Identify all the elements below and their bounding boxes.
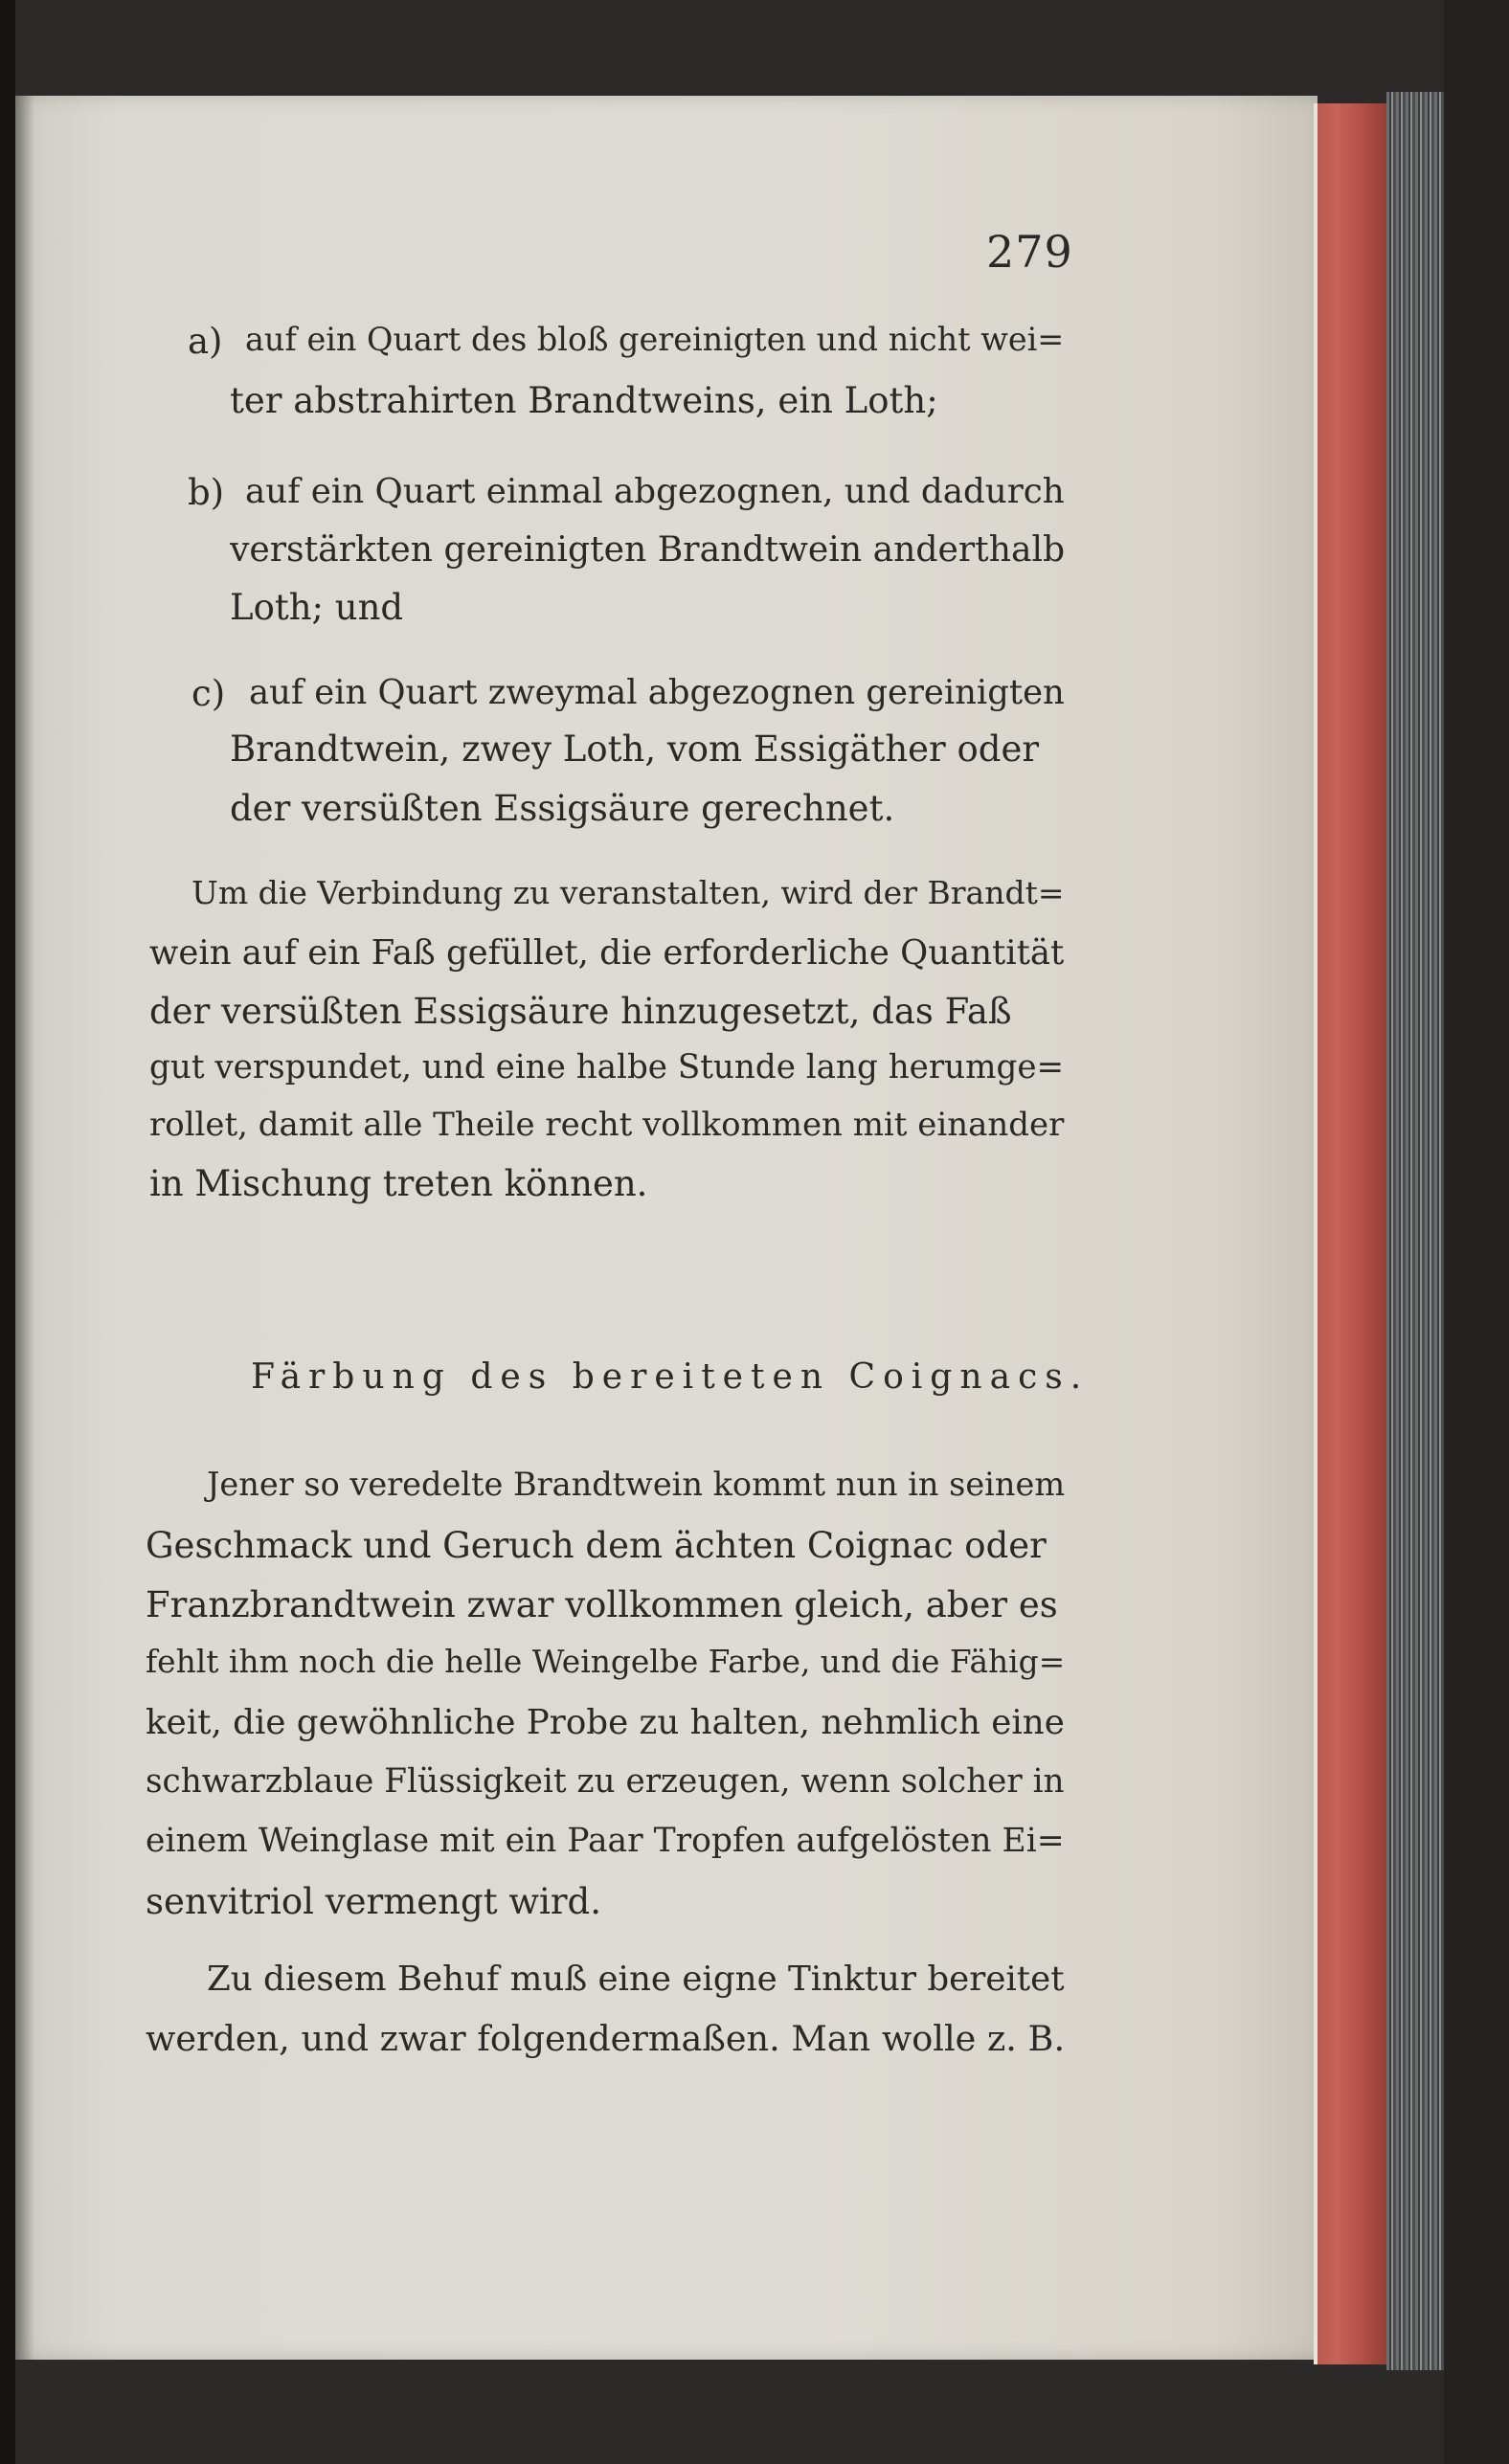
paragraph-2-line-4: fehlt ihm noch die helle Weingelbe Farbe, und die Fähig= xyxy=(146,1644,1066,1680)
list-b-line-2: verstärkten gereinigten Brandtwein anderthalb xyxy=(230,528,1066,570)
paragraph-3-line-2: werden, und zwar folgendermaßen. Man wolle z. B. xyxy=(146,2018,1066,2059)
list-c-line-2: Brandtwein, zwey Loth, vom Essigäther oder xyxy=(230,728,1040,770)
list-marker-c: c) xyxy=(191,673,226,714)
book-spine-shadow xyxy=(0,0,15,2464)
list-marker-a: a) xyxy=(188,321,223,362)
paragraph-1-line-2: wein auf ein Faß gefüllet, die erforderliche Quantität xyxy=(149,933,1065,973)
background-right xyxy=(1444,0,1509,2464)
list-c-line-3: der versüßten Essigsäure gerechnet. xyxy=(230,788,895,829)
page-edge-stack xyxy=(1386,92,1444,2370)
paragraph-2-line-2: Geschmack und Geruch dem ächten Coignac oder xyxy=(146,1525,1047,1566)
list-a-line-2: ter abstrahirten Brandtweins, ein Loth; xyxy=(230,380,938,421)
paragraph-2-line-3: Franzbrandtwein zwar vollkommen gleich, aber es xyxy=(146,1584,1058,1625)
section-heading: Färbung des bereiteten Coignacs. xyxy=(251,1356,1090,1397)
paragraph-2-line-1: Jener so veredelte Brandtwein kommt nun in seinem xyxy=(207,1466,1066,1503)
paragraph-1-line-4: gut verspundet, und eine halbe Stunde lang herumge= xyxy=(149,1048,1065,1086)
list-a-line-1: auf ein Quart des bloß gereinigten und nicht wei= xyxy=(245,321,1065,358)
list-b-line-3: Loth; und xyxy=(230,587,404,628)
paragraph-2-line-7: einem Weinglase mit ein Paar Tropfen aufgelösten Ei= xyxy=(146,1822,1065,1860)
page-number: 279 xyxy=(986,226,1073,278)
paragraph-1-line-1: Um die Verbindung zu veranstalten, wird der Brandt= xyxy=(191,874,1065,911)
paragraph-1-line-6: in Mischung treten können. xyxy=(149,1163,648,1204)
paragraph-3-line-1: Zu diesem Behuf muß eine eigne Tinktur bereitet xyxy=(207,1960,1065,1999)
list-c-line-1: auf ein Quart zweymal abgezognen gereinigten xyxy=(249,673,1065,712)
page-edge-red xyxy=(1314,103,1390,2364)
paragraph-2-line-5: keit, die gewöhnliche Probe zu halten, nehmlich eine xyxy=(146,1703,1065,1742)
paragraph-1-line-5: rollet, damit alle Theile recht vollkommen mit einander xyxy=(149,1106,1065,1144)
paragraph-2-line-6: schwarzblaue Flüssigkeit zu erzeugen, wenn solcher in xyxy=(146,1762,1065,1801)
list-b-line-1: auf ein Quart einmal abgezognen, und dadurch xyxy=(245,472,1065,511)
paragraph-2-line-8: senvitriol vermengt wird. xyxy=(146,1881,601,1922)
paragraph-1-line-3: der versüßten Essigsäure hinzugesetzt, das Faß xyxy=(149,991,1012,1032)
page-gutter-shadow xyxy=(15,96,34,2360)
list-marker-b: b) xyxy=(188,472,225,513)
